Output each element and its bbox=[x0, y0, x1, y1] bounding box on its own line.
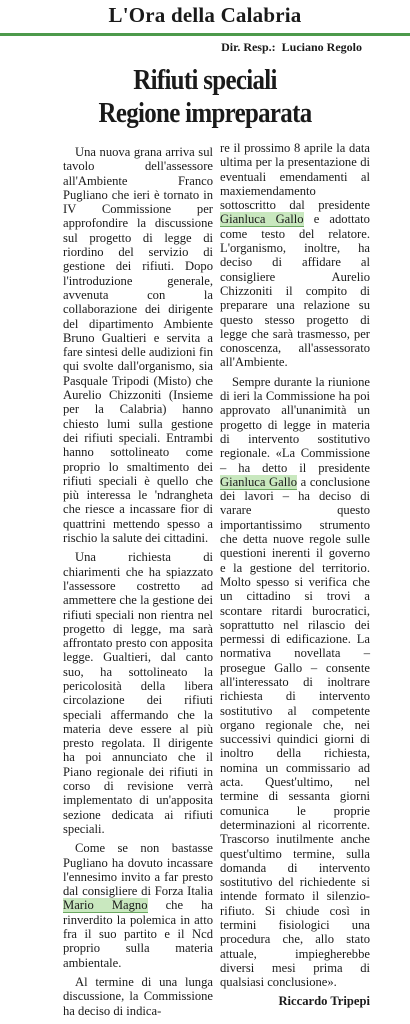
text-run: a conclusione dei lavori – ha deciso di varare questo importantissimo strumento che detta nuove regole sulle questioni inerenti il governo e la gestione del territorio. Molto spesso si verifica che un cittadino si trovi a scontare ritardi burocratici, soprattutto nel rilascio dei permessi di edificazione. La normativa novellata – prosegue Gallo – consente all'interessato di inoltrare richiesta di intervento sostitutivo al competente organo regionale che, nei successivi quindici giorni di inoltro della richiesta, nomina un commissario ad acta. Quest'ultimo, nel termine di sessanta giorni comunica le proprie determinazioni al ricorrente. Trascorso inutilmente anche quest'ultimo termine, sulla domanda di intervento sostitutivo del richiedente si intende formato il silenzio-rifiuto. Si chiude così in termini fisiologici una procedura che, allo stato attuale, impiegherebbe diversi mesi prima di qualsiasi conclusione». bbox=[220, 474, 370, 990]
paragraph bbox=[63, 841, 213, 970]
paragraph: Una richiesta di chiarimenti che ha spiazzato l'assessore costretto ad ammettere che la gestione dei rifiuti speciali non rientra nel progetto di legge, ma sarà affrontato presto con apposita legge. Gualtieri, dal canto suo, ha sottolineato la pericolosità della libera circolazione dei rifiuti speciali affermando che la materia deve essere al più presto regolata. Il dirigente ha poi annunciato che il Piano regionale dei rifiuti in corso di revisione verrà implementato di un'apposita sezione dedicata ai rifiuti speciali. bbox=[63, 550, 213, 836]
headline-line-1: Rifiuti speciali bbox=[133, 64, 277, 96]
headline bbox=[29, 64, 382, 130]
article-column-2 bbox=[220, 141, 370, 1008]
masthead-rule bbox=[0, 33, 410, 36]
headline-line-2: Regione impreparata bbox=[98, 97, 312, 129]
paragraph: Al termine di una lunga discussione, la Commissione ha deciso di indica- bbox=[63, 974, 213, 1018]
paragraph: Una nuova grana arriva sul tavolo dell'assessore all'Ambiente Franco Pugliano che ieri è tornato in IV Commissione per approfondire la discussione sul progetto di legge di riordino del servizio di gestione dei rifiuti. Dopo l'introduzione generale, avvenuta con la collaborazione dei dirigente del dipartimento Ambiente Bruno Gualtieri e servita a fare sintesi delle audizioni fin qui svolte dall'organismo, sia Pasquale Tripodi (Misto) che Aurelio Chizzoniti (Insieme per la Calabria) hanno chiesto lumi sulla gestione dei rifiuti speciali. Entrambi hanno sottolineato come proprio lo smaltimento dei rifiuti speciali è quello che più interessa le 'ndrangheta che riesce a incassare fior di quattrini mettendo spesso a rischio la salute dei cittadini. bbox=[63, 145, 213, 546]
newspaper-name: L'Ora della Calabria bbox=[108, 3, 302, 27]
text-run: re il prossimo 8 aprile la data ultima per la presentazione di eventuali emendamenti al maxiemendamento sottoscritto dal presidente bbox=[220, 141, 370, 213]
highlighted-name: Mario Magno bbox=[63, 898, 148, 913]
masthead bbox=[0, 0, 410, 62]
paragraph bbox=[220, 141, 370, 370]
author-signature: Riccardo Tripepi bbox=[278, 993, 370, 1008]
director-label: Dir. Resp.: bbox=[221, 40, 276, 54]
director-line bbox=[221, 40, 362, 55]
highlighted-name: Gianluca Gallo bbox=[220, 212, 304, 227]
paragraph bbox=[220, 375, 370, 990]
text-run: Come se non bastasse Pugliano ha dovuto incassare l'ennesimo invito a far presto dal consigliere di Forza Italia bbox=[63, 841, 213, 899]
article-column-1 bbox=[63, 145, 213, 1018]
text-run: Sempre durante la riunione di ieri la Commissione ha poi approvato all'unanimità un progetto di legge in materia di intervento sostitutivo regionale. «La Commissione – ha detto il presidente bbox=[220, 374, 370, 475]
text-run: e adottato come testo del relatore. L'organismo, inoltre, ha deciso di affidare al consigliere Aurelio Chizzoniti il compito di preparare una relazione su questo stesso progetto di legge che sarà trasmesso, per conoscenza, all'assessorato all'Ambiente. bbox=[220, 212, 370, 370]
highlighted-name: Gianluca Gallo bbox=[220, 474, 298, 489]
director-name: Luciano Regolo bbox=[281, 40, 362, 54]
text-run: che ha rinverdito la polemica in atto fra il suo partito e il Ncd proprio sulla materia ambientale. bbox=[63, 898, 213, 970]
